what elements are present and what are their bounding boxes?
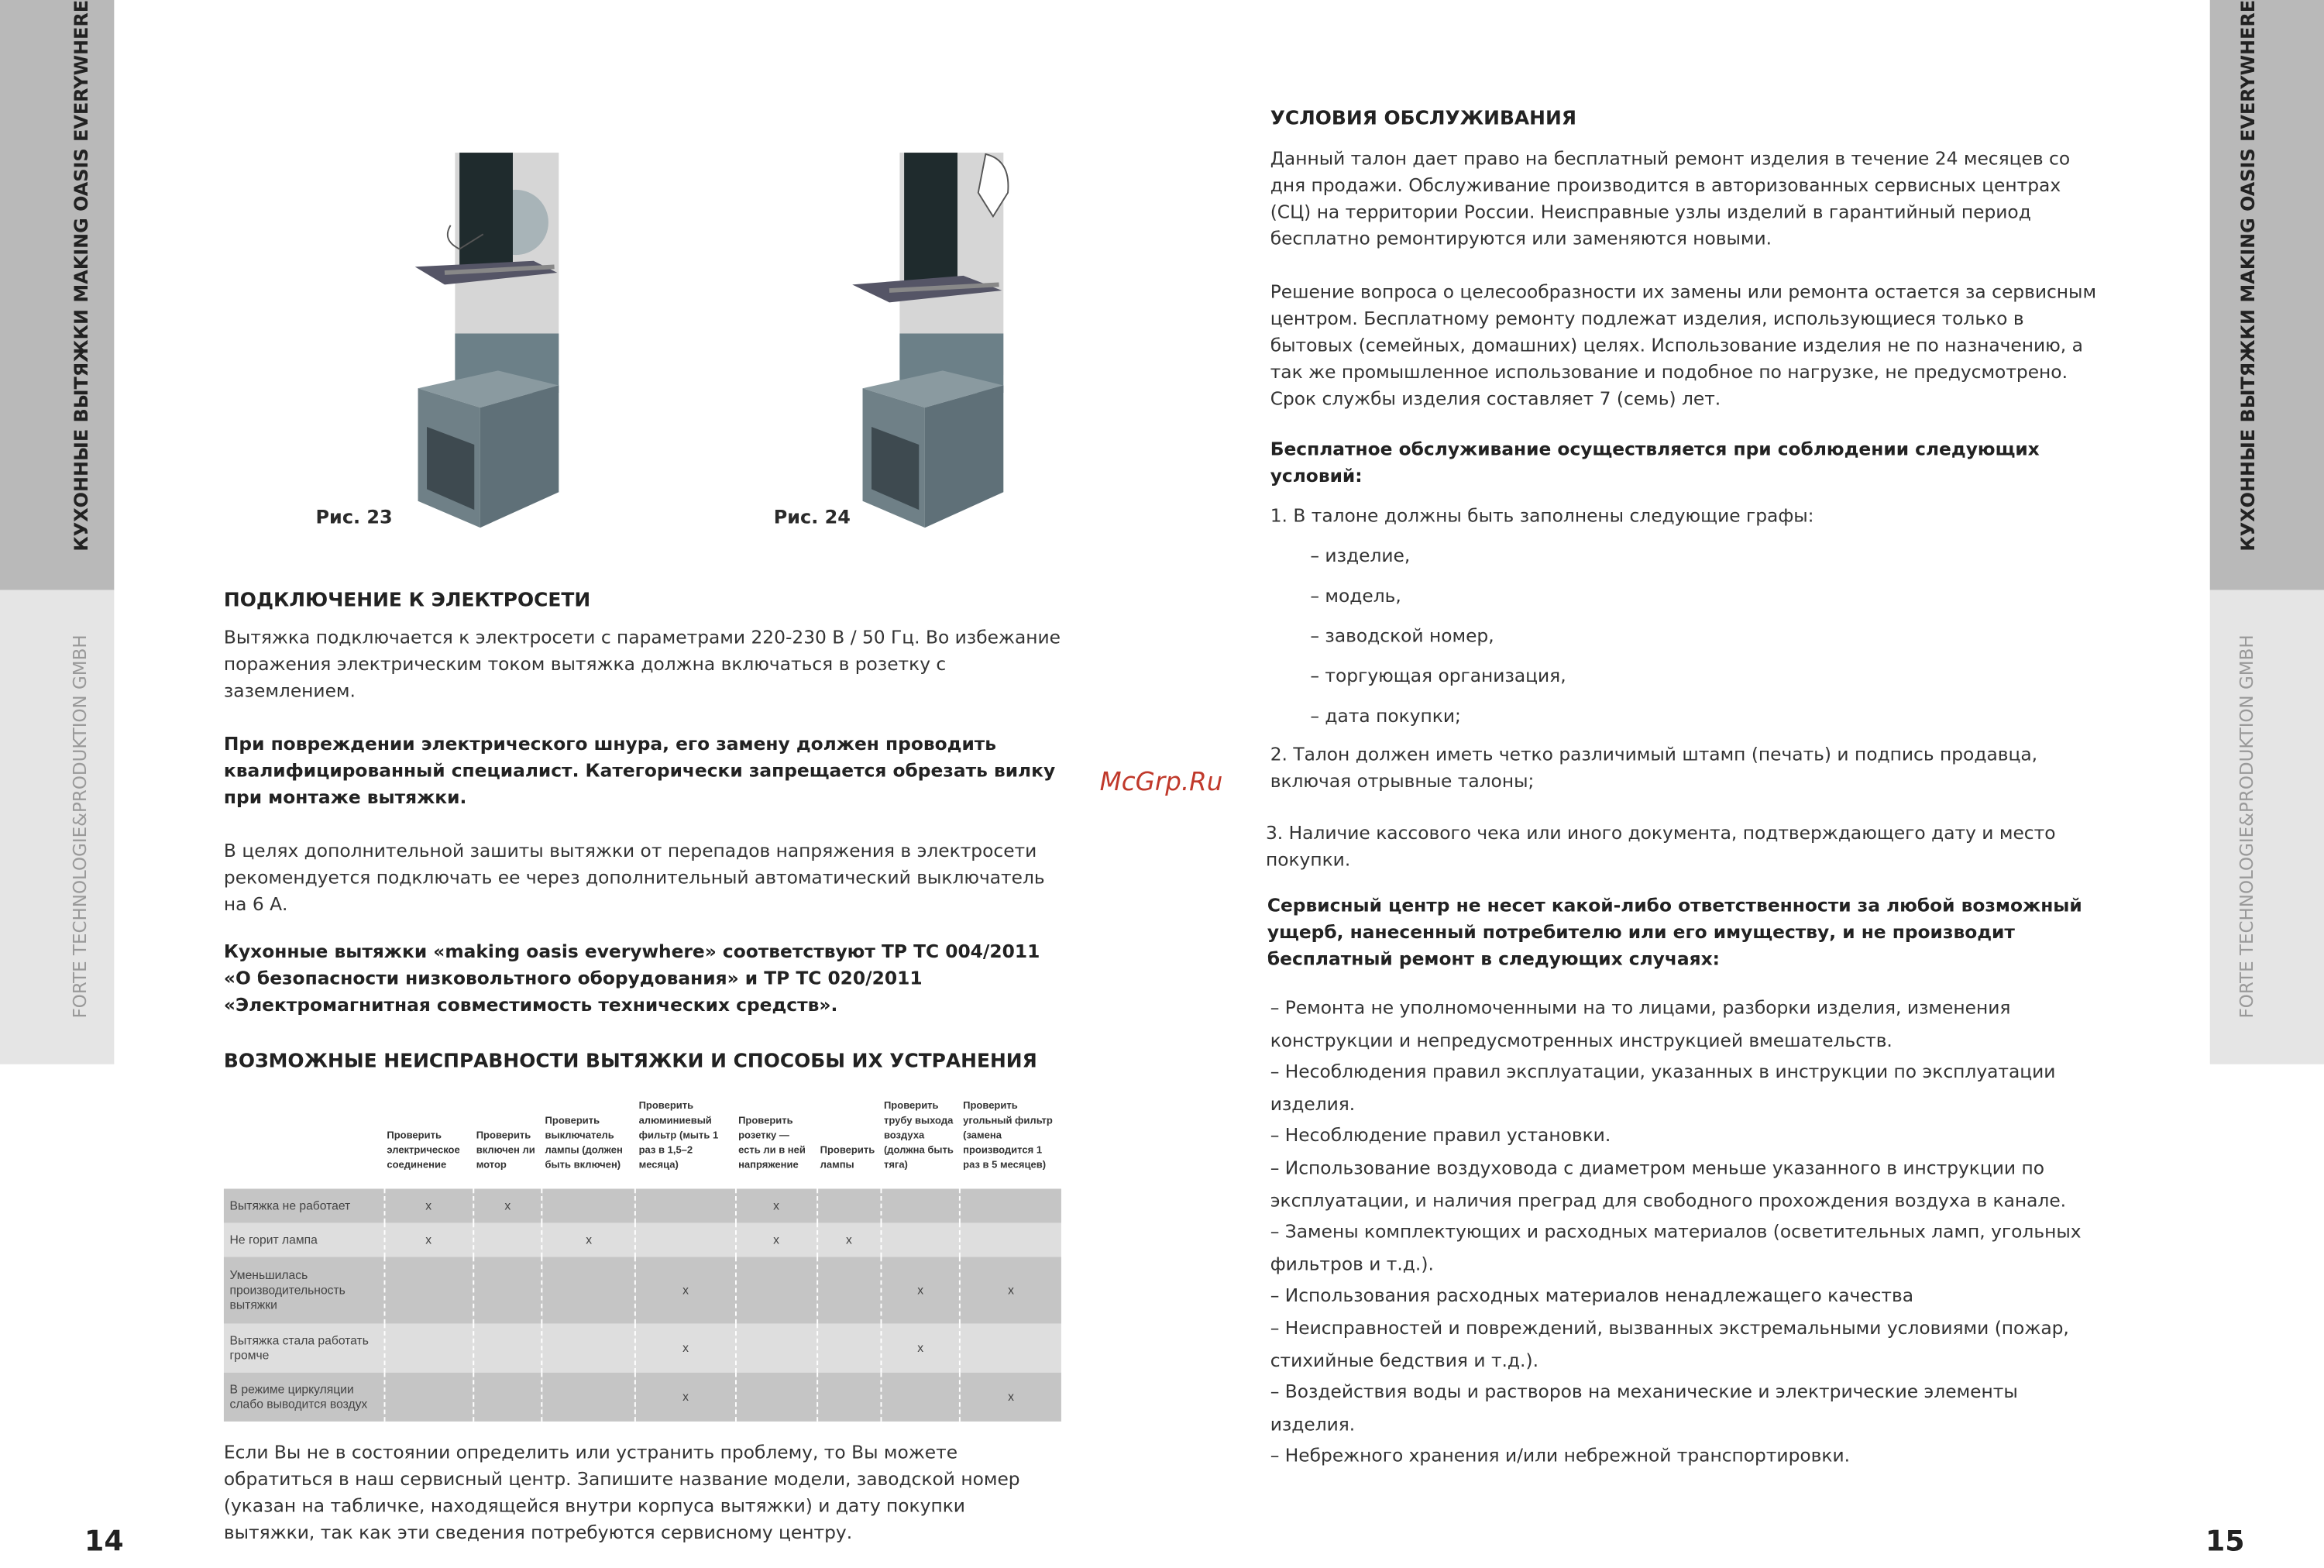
table-row-label: Вытяжка не работает (224, 1188, 384, 1222)
table-row (224, 1324, 1061, 1373)
table-cell (817, 1373, 881, 1422)
table-cell (636, 1188, 735, 1222)
table-cell: x (817, 1222, 881, 1257)
required-field-item: – изделие, (1310, 545, 1411, 566)
table-cell (542, 1324, 636, 1373)
condition-2: 2. Талон должен иметь четко различимый штамп (печать) и подпись продавца, включая отрывные талоны; (1270, 744, 2038, 792)
table-column-header: Проверить алюминиевый фильтр (мыть 1 раз в 1,5–2 месяца) (638, 1101, 719, 1171)
table-cell (735, 1373, 817, 1422)
exclusion-case-item: – Использование воздуховода с диаметром меньше указанного в инструкции по эксплуатации, и наличия преград для свободного прохождения воздуха в канале. (1270, 1157, 2067, 1211)
table-cell (384, 1373, 473, 1422)
left-sidebar-company-band (0, 590, 114, 1064)
required-field-item: – заводской номер, (1310, 625, 1494, 647)
power-paragraph-1: Вытяжка подключается к электросети с параметрами 220-230 В / 50 Гц. Во избежание поражения электрическим током вытяжка должна включаться в розетку с заземлением. (223, 627, 1061, 701)
table-column-header: Проверить розетку — есть ли в ней напряжение (738, 1116, 806, 1171)
figure-23-illustration (401, 148, 579, 531)
table-cell: x (960, 1257, 1061, 1323)
right-sidebar-brand: КУХОННЫЕ ВЫТЯЖКИ MAKING OASIS EVERYWHERE (2236, 0, 2259, 552)
service-paragraph-1: Данный талон дает право на бесплатный ремонт изделия в течение 24 месяцев со дня продажи. Обслуживание производится в авторизованных сервисных центрах (СЦ) на территории России. Неисправные узлы изделий в гарантийный период бесплатно ремонтируются или заменяются новыми. (1270, 148, 2071, 249)
table-cell (960, 1188, 1061, 1222)
table-cell: x (384, 1188, 473, 1222)
left-sidebar-brand-band (0, 0, 114, 590)
table-row (224, 1373, 1061, 1422)
table-cell (735, 1324, 817, 1373)
table-cell (473, 1324, 542, 1373)
table-cell (817, 1324, 881, 1373)
table-row (224, 1188, 1061, 1222)
faults-paragraph: Если Вы не в состоянии определить или устранить проблему, то Вы можете обратиться в наш сервисный центр. Запишите название модели, заводской номер (указан на табличке, находящейся внутри корпуса вытяжки) и дату покупки вытяжки, так как эти сведения потребуются сервисному центру. (223, 1442, 1020, 1543)
left-column (224, 590, 1061, 1546)
table-cell (817, 1188, 881, 1222)
table-cell (881, 1188, 960, 1222)
table-cell (473, 1373, 542, 1422)
right-sidebar-brand-band (2210, 0, 2324, 590)
table-cell (960, 1222, 1061, 1257)
service-paragraph-2: Решение вопроса о целесообразности их замены или ремонта остается за сервисным центром. Бесплатному ремонту подлежат изделия, использующиеся только в бытовых (семейных, домашних) целях. Использование изделия не по назначению, а так же промышленное использование и подобное по нагрузке, не предусмотрено. Срок службы изделия составляет 7 (семь) лет. (1270, 281, 2097, 410)
table-column-header: Проверить угольный фильтр (замена производится 1 раз в 5 месяцев) (963, 1101, 1053, 1171)
table-row-label: Вытяжка стала работать громче (224, 1324, 384, 1373)
table-column-header: Проверить лампы (820, 1145, 875, 1171)
table-cell (542, 1257, 636, 1323)
troubleshooting-table (224, 1100, 1061, 1422)
table-column-header: Проверить включен ли мотор (476, 1130, 535, 1171)
watermark: McGrp.Ru (1099, 768, 1223, 798)
table-column-header: Проверить электрическое соединение (387, 1130, 460, 1171)
power-paragraph-3: В целях дополнительной зашиты вытяжки от перепадов напряжения в электросети рекомендуется подключать ее через дополнительный автоматический выключатель на 6 А. (223, 840, 1045, 915)
table-column-header: Проверить выключатель лампы (должен быть включен) (545, 1116, 623, 1171)
faults-section-title: ВОЗМОЖНЫЕ НЕИСПРАВНОСТИ ВЫТЯЖКИ И СПОСОБЫ ИХ УСТРАНЕНИЯ (223, 1050, 1037, 1074)
page-number-left: 14 (84, 1525, 124, 1558)
exclusion-case-item: – Использования расходных материалов ненадлежащего качества (1270, 1285, 1914, 1307)
table-cell (384, 1324, 473, 1373)
table-cell: x (473, 1188, 542, 1222)
left-sidebar-company: FORTE TECHNOLOGIE&PRODUKTION GMBH (69, 634, 91, 1019)
compliance-paragraph: Кухонные вытяжки «making oasis everywhere» соответствуют ТР ТС 004/2011 «О безопасности низковольтного оборудования» и ТР ТС 020/2011 «Электромагнитная совместимость технических средств». (223, 940, 1040, 1016)
table-cell (636, 1222, 735, 1257)
table-corner (224, 1100, 384, 1189)
table-cell (735, 1257, 817, 1323)
table-row-label: Не горит лампа (224, 1222, 384, 1257)
table-cell: x (636, 1373, 735, 1422)
liability-paragraph: Сервисный центр не несет какой-либо ответственности за любой возможный ущерб, нанесенный потребителю или его имуществу, и не производит бесплатный ремонт в следующих случаях: (1267, 895, 2082, 970)
condition-3: 3. Наличие кассового чека или иного документа, подтверждающего дату и место покупки. (1265, 822, 2056, 871)
required-field-item: – дата покупки; (1310, 705, 1461, 727)
table-cell: x (384, 1222, 473, 1257)
table-cell (384, 1257, 473, 1323)
table-row (224, 1222, 1061, 1257)
exclusion-case-item: – Несоблюдение правил установки. (1270, 1125, 1611, 1147)
table-cell (542, 1188, 636, 1222)
right-column (1265, 108, 2100, 1473)
right-sidebar-company: FORTE TECHNOLOGIE&PRODUKTION GMBH (2236, 634, 2257, 1019)
table-row-label: В режиме циркуляции слабо выводится воздух (224, 1373, 384, 1422)
table-cell (542, 1373, 636, 1422)
exclusion-case-item: – Неисправностей и повреждений, вызванных экстремальными условиями (пожар, стихийные бедствия и т.д.). (1270, 1317, 2069, 1370)
table-cell (817, 1257, 881, 1323)
figure-24-illustration (845, 148, 1023, 531)
left-sidebar-brand: КУХОННЫЕ ВЫТЯЖКИ MAKING OASIS EVERYWHERE (69, 0, 92, 552)
table-row (224, 1257, 1061, 1323)
table-column-header: Проверить трубу выхода воздуха (должна быть тяга) (883, 1101, 954, 1171)
figure-23-caption: Рис. 23 (315, 505, 393, 528)
table-cell: x (542, 1222, 636, 1257)
condition-1: 1. В талоне должны быть заполнены следующие графы: (1270, 505, 1814, 527)
table-cell: x (881, 1257, 960, 1323)
exclusion-case-item: – Ремонта не уполномоченными на то лицами, разборки изделия, изменения конструкции и непредусмотренных инструкцией вмешательств. (1270, 997, 2011, 1050)
exclusion-case-item: – Небрежного хранения и/или небрежной транспортировки. (1270, 1446, 1851, 1467)
page-number-right: 15 (2205, 1525, 2245, 1558)
required-field-item: – модель, (1310, 585, 1401, 607)
table-cell (473, 1257, 542, 1323)
figure-24-caption: Рис. 24 (773, 505, 851, 528)
table-cell (881, 1373, 960, 1422)
exclusion-case-item: – Несоблюдения правил эксплуатации, указанных в инструкции по эксплуатации изделия. (1270, 1061, 2056, 1115)
right-sidebar-company-band (2210, 590, 2324, 1064)
conditions-title: Бесплатное обслуживание осуществляется при соблюдении следующих условий: (1270, 438, 2040, 487)
table-cell: x (960, 1373, 1061, 1422)
table-cell (473, 1222, 542, 1257)
table-cell: x (636, 1257, 735, 1323)
table-cell (960, 1324, 1061, 1373)
power-paragraph-2: При повреждении электрического шнура, его замену должен проводить квалифицированный специалист. Категорически запрещается обрезать вилку при монтаже вытяжки. (223, 734, 1056, 808)
table-row-label: Уменьшилась производительность вытяжки (224, 1257, 384, 1323)
table-cell (881, 1222, 960, 1257)
power-section-title: ПОДКЛЮЧЕНИЕ К ЭЛЕКТРОСЕТИ (223, 590, 591, 613)
required-field-item: – торгующая организация, (1310, 665, 1566, 686)
service-conditions-title: УСЛОВИЯ ОБСЛУЖИВАНИЯ (1270, 108, 1576, 131)
exclusion-case-item: – Воздействия воды и растворов на механические и электрические элементы изделия. (1270, 1381, 2018, 1435)
exclusion-case-item: – Замены комплектующих и расходных материалов (осветительных ламп, угольных фильтров и т.д.). (1270, 1221, 2082, 1274)
table-cell: x (881, 1324, 960, 1373)
table-cell: x (735, 1188, 817, 1222)
table-cell: x (636, 1324, 735, 1373)
table-cell: x (735, 1222, 817, 1257)
